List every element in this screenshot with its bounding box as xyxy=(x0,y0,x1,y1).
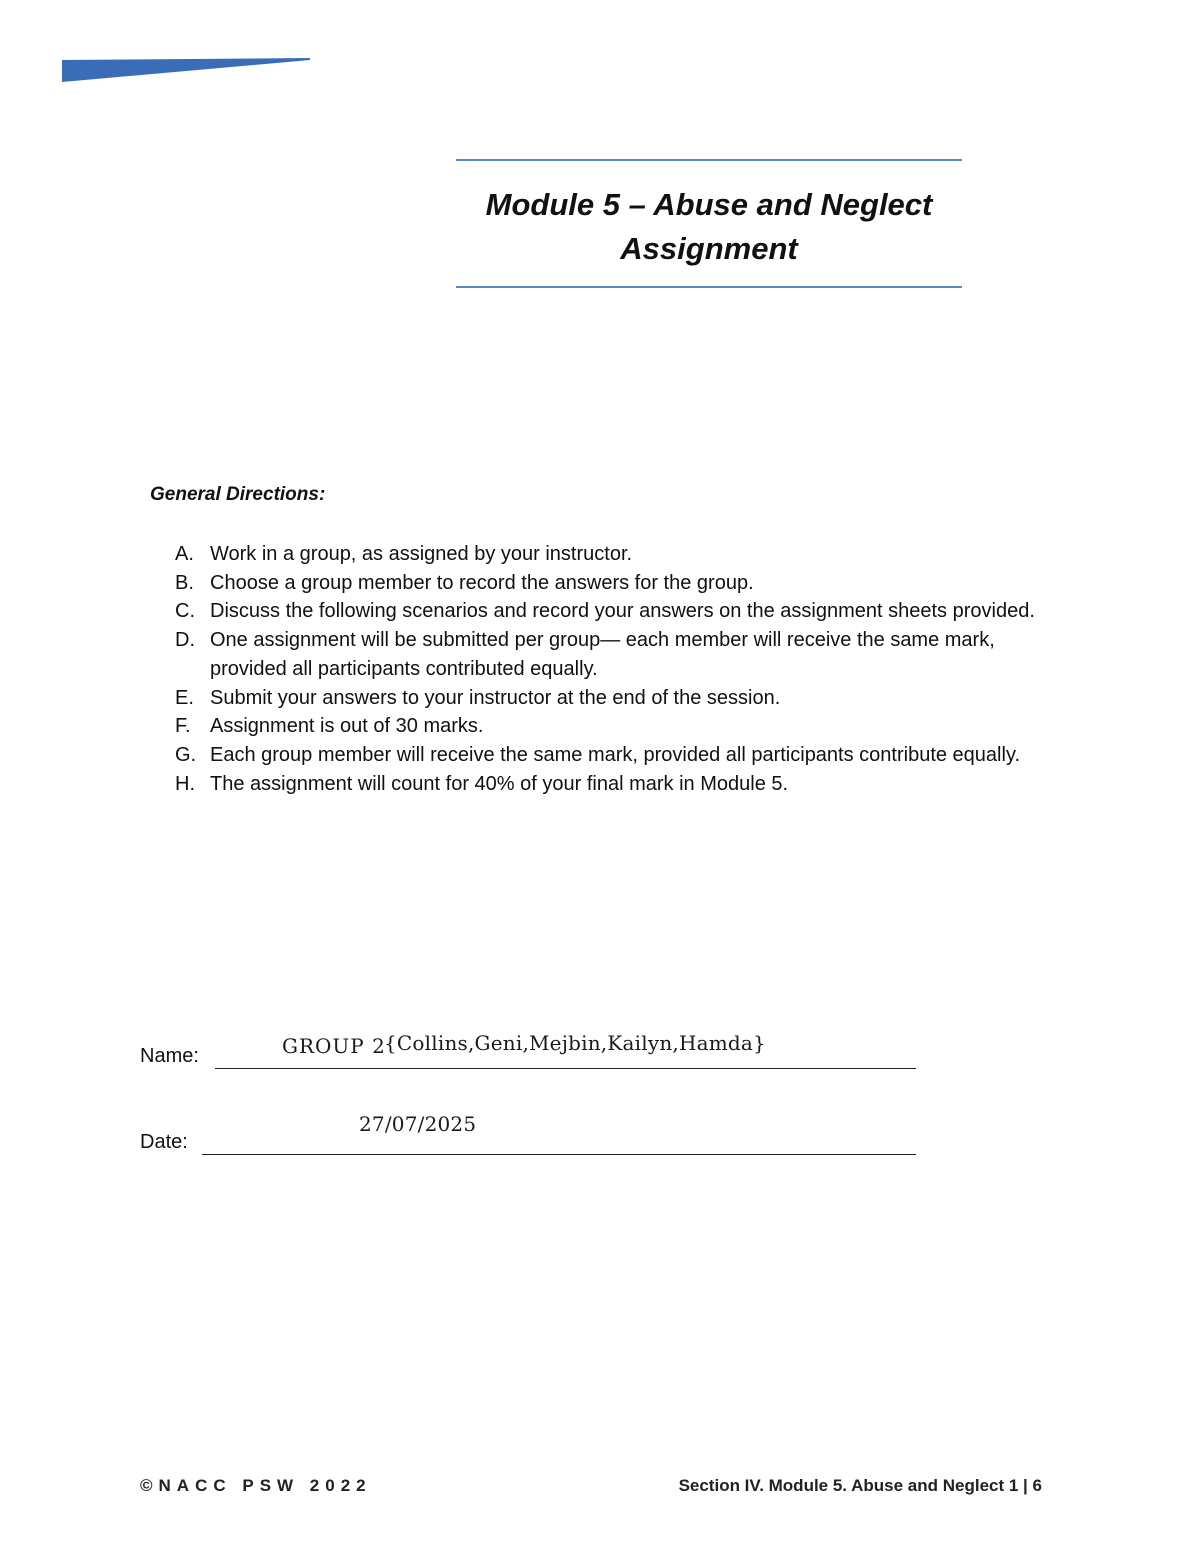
footer-page-info: Section IV. Module 5. Abuse and Neglect 1 | 6 xyxy=(678,1476,1042,1495)
direction-item xyxy=(175,770,1035,799)
direction-text: Each group member will receive the same mark, provided all participants contribute equally. xyxy=(210,743,1021,766)
direction-text: Work in a group, as assigned by your instructor. xyxy=(210,543,633,565)
direction-letter: F. xyxy=(175,715,191,738)
title-line-1: Module 5 – Abuse and Neglect xyxy=(485,187,933,222)
direction-letter: E. xyxy=(175,686,194,709)
name-members-value: {Collins,Geni,Mejbin,Kailyn,Hamda} xyxy=(384,1031,766,1055)
direction-text: Assignment is out of 30 marks. xyxy=(210,715,484,738)
direction-item xyxy=(175,597,1035,626)
name-field-line[interactable] xyxy=(215,1068,916,1069)
direction-item xyxy=(175,741,1035,770)
direction-letter: G. xyxy=(175,743,197,766)
directions-heading: General Directions: xyxy=(150,484,326,505)
name-group-value: GROUP 2 xyxy=(282,1034,386,1058)
direction-item xyxy=(175,626,1035,683)
direction-letter: C. xyxy=(175,600,195,623)
title-rule-top xyxy=(456,159,962,161)
date-label: Date: xyxy=(140,1131,188,1153)
footer-copyright: ©NACC PSW 2022 xyxy=(140,1476,372,1495)
direction-text: The assignment will count for 40% of your final mark in Module 5. xyxy=(210,772,789,795)
date-value: 27/07/2025 xyxy=(359,1112,477,1136)
title-block xyxy=(456,159,962,289)
direction-item xyxy=(175,684,1035,713)
title-rule-bottom xyxy=(456,286,962,288)
title-line-2: Assignment xyxy=(620,231,798,266)
direction-letter: A. xyxy=(175,543,194,565)
direction-item xyxy=(175,569,1035,598)
direction-text: One assignment will be submitted per group— each member will receive the same mark, provided all participants contributed equally. xyxy=(210,629,995,680)
page-title xyxy=(456,183,962,271)
direction-text: Choose a group member to record the answers for the group. xyxy=(210,571,754,594)
directions-list xyxy=(175,540,1035,798)
direction-letter: D. xyxy=(175,629,195,652)
date-field-line[interactable] xyxy=(202,1154,916,1155)
direction-letter: H. xyxy=(175,772,195,795)
direction-text: Discuss the following scenarios and record your answers on the assignment sheets provided. xyxy=(210,600,1035,623)
direction-text: Submit your answers to your instructor at the end of the session. xyxy=(210,686,781,709)
direction-item xyxy=(175,712,1035,741)
name-label: Name: xyxy=(140,1045,199,1067)
direction-item xyxy=(175,540,1035,569)
corner-accent-stripe xyxy=(62,58,310,82)
direction-letter: B. xyxy=(175,571,194,594)
